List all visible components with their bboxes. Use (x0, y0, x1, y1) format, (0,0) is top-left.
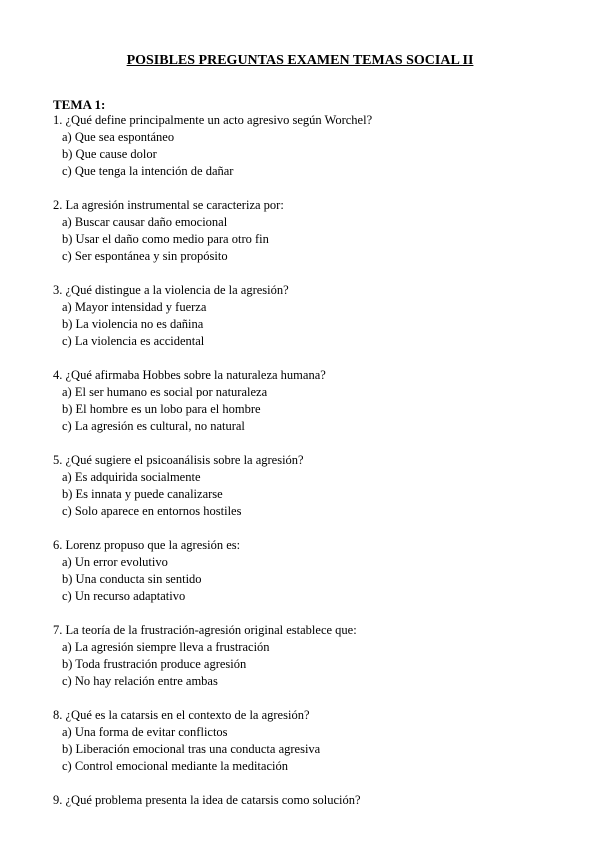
answer-option: a) El ser humano es social por naturaleza (62, 385, 268, 399)
answer-option: b) Liberación emocional tras una conducta agresiva (62, 742, 321, 756)
answer-option: a) Una forma de evitar conflictos (62, 725, 228, 739)
question-text: 6. Lorenz propuso que la agresión es: (53, 538, 241, 552)
answer-option: b) Que cause dolor (62, 147, 157, 161)
question-text: 4. ¿Qué afirmaba Hobbes sobre la naturaleza humana? (53, 368, 326, 382)
answer-option: b) Toda frustración produce agresión (62, 657, 247, 671)
answer-option: b) La violencia no es dañina (62, 317, 204, 331)
document-title: POSIBLES PREGUNTAS EXAMEN TEMAS SOCIAL II (126, 53, 474, 68)
answer-option: c) La violencia es accidental (62, 334, 205, 348)
answer-option: a) Que sea espontáneo (62, 130, 175, 144)
answer-option: a) Mayor intensidad y fuerza (62, 300, 207, 314)
answer-option: a) Es adquirida socialmente (62, 470, 201, 484)
question-2 (53, 197, 553, 265)
answer-option: a) La agresión siempre lleva a frustración (62, 640, 270, 654)
question-5 (53, 452, 553, 520)
question-8 (53, 707, 553, 775)
answer-option: b) Es innata y puede canalizarse (62, 487, 223, 501)
question-text: 7. La teoría de la frustración-agresión original establece que: (53, 623, 357, 637)
question-1 (53, 112, 553, 180)
question-9 (53, 792, 553, 809)
question-list (53, 112, 553, 826)
question-text: 5. ¿Qué sugiere el psicoanálisis sobre la agresión? (53, 453, 304, 467)
question-text: 1. ¿Qué define principalmente un acto agresivo según Worchel? (53, 113, 373, 127)
answer-option: c) La agresión es cultural, no natural (62, 419, 245, 433)
answer-option: b) Una conducta sin sentido (62, 572, 202, 586)
answer-option: c) No hay relación entre ambas (62, 674, 218, 688)
question-3 (53, 282, 553, 350)
question-text: 2. La agresión instrumental se caracteriza por: (53, 198, 284, 212)
answer-option: c) Que tenga la intención de dañar (62, 164, 234, 178)
answer-option: c) Un recurso adaptativo (62, 589, 186, 603)
question-text: 8. ¿Qué es la catarsis en el contexto de la agresión? (53, 708, 310, 722)
answer-option: a) Buscar causar daño emocional (62, 215, 228, 229)
answer-option: c) Control emocional mediante la meditación (62, 759, 288, 773)
question-7 (53, 622, 553, 690)
answer-option: a) Un error evolutivo (62, 555, 168, 569)
answer-option: c) Ser espontánea y sin propósito (62, 249, 228, 263)
question-6 (53, 537, 553, 605)
question-text: 3. ¿Qué distingue a la violencia de la agresión? (53, 283, 289, 297)
question-text: 9. ¿Qué problema presenta la idea de catarsis como solución? (53, 793, 361, 807)
question-4 (53, 367, 553, 435)
section-heading: TEMA 1: (53, 97, 106, 112)
answer-option: c) Solo aparece en entornos hostiles (62, 504, 242, 518)
answer-option: b) El hombre es un lobo para el hombre (62, 402, 261, 416)
answer-option: b) Usar el daño como medio para otro fin (62, 232, 269, 246)
